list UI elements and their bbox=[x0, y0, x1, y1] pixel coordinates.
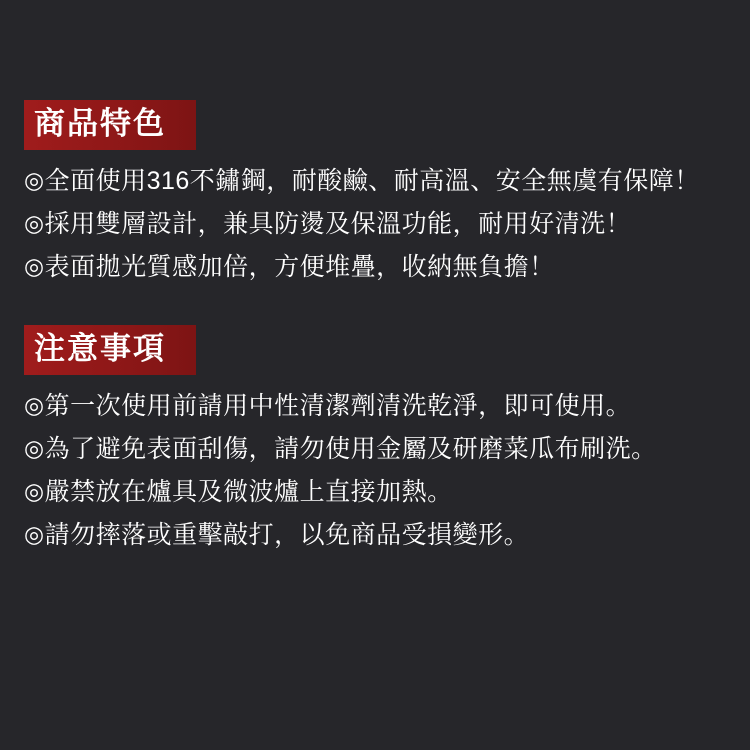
list-item-text: 表面拋光質感加倍，方便堆疊，收納無負擔！ bbox=[44, 253, 555, 282]
list-item-text: 為了避免表面刮傷，請勿使用金屬及研磨菜瓜布刷洗。 bbox=[44, 435, 657, 464]
list-item-text: 第一次使用前請用中性清潔劑清洗乾淨，即可使用。 bbox=[44, 392, 632, 421]
section-spacer bbox=[22, 295, 728, 325]
list-item-text: 全面使用316不鏽鋼，耐酸鹼、耐高溫、安全無虞有保障！ bbox=[44, 167, 700, 196]
list-item-text: 嚴禁放在爐具及微波爐上直接加熱。 bbox=[44, 478, 453, 507]
section-header-product-features bbox=[24, 100, 196, 150]
bullet-icon: ◎ bbox=[24, 210, 45, 237]
bullet-icon: ◎ bbox=[24, 435, 45, 462]
bullet-icon: ◎ bbox=[24, 478, 45, 505]
list-item bbox=[24, 514, 728, 557]
list-item-text: 請勿摔落或重擊敲打，以免商品受損變形。 bbox=[44, 521, 530, 550]
feature-list bbox=[22, 160, 728, 289]
section-product-features bbox=[22, 100, 728, 289]
list-item bbox=[24, 428, 728, 471]
list-item bbox=[24, 246, 728, 289]
list-item bbox=[24, 471, 728, 514]
section-precautions bbox=[22, 325, 728, 557]
bullet-icon: ◎ bbox=[24, 167, 45, 194]
list-item-text: 採用雙層設計，兼具防燙及保溫功能，耐用好清洗！ bbox=[44, 210, 632, 239]
section-title: 商品特色 bbox=[34, 106, 166, 141]
section-header-precautions bbox=[24, 325, 196, 375]
list-item bbox=[24, 385, 728, 428]
precaution-list bbox=[22, 385, 728, 557]
section-title: 注意事項 bbox=[34, 331, 166, 367]
list-item bbox=[24, 203, 728, 246]
list-item bbox=[24, 160, 728, 203]
bullet-icon: ◎ bbox=[24, 392, 45, 419]
bullet-icon: ◎ bbox=[24, 521, 45, 548]
bullet-icon: ◎ bbox=[24, 253, 45, 280]
